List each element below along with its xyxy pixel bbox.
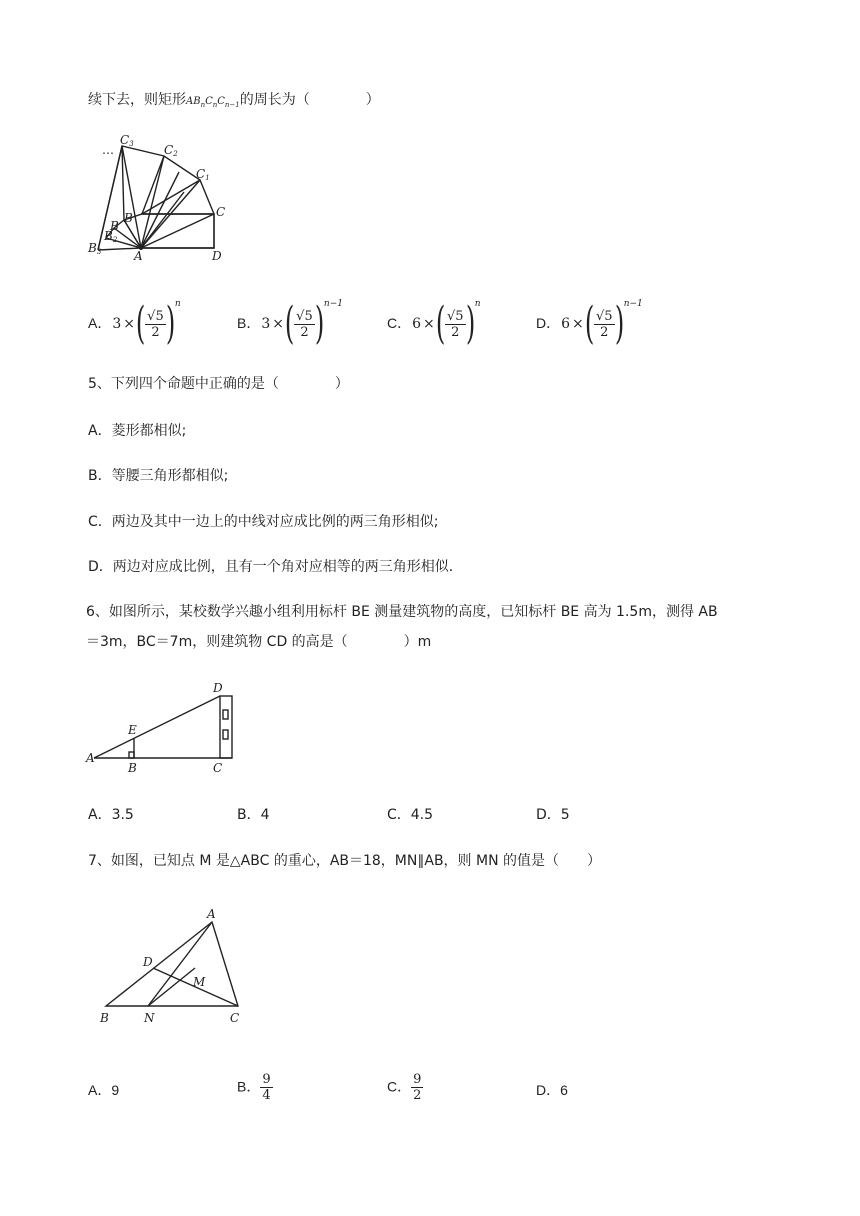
q4-stem-text: 续下去，则矩形 (88, 92, 186, 108)
q4-option-d[interactable]: D．6 ×( $\frac{√5}{2}$ )$^{n-1}$ (536, 298, 643, 349)
q7-option-d[interactable]: D．6 (536, 1082, 568, 1098)
q7-label-c: C (230, 1011, 240, 1025)
q6-label-e: E (128, 723, 137, 737)
q6-label-b: B (128, 761, 137, 775)
q7-option-b[interactable]: B． $\frac{9}{4}$ (237, 1072, 271, 1103)
fig-label-b: B (124, 211, 133, 225)
q6-option-c[interactable]: C．4.5 (387, 807, 434, 823)
fig-label-c3: C3 (120, 133, 134, 148)
q4-figure (84, 132, 244, 266)
fig-label-b2: B2 (104, 229, 118, 244)
q7-label-d: D (143, 955, 153, 969)
q6-stem-line1: 6、如图所示，某校数学兴趣小组利用标杆 BE 测量建筑物的高度，已知标杆 BE 高为 1.5m，测得 AB (86, 604, 718, 620)
fig-label-ellipsis: … (102, 143, 114, 157)
q4-option-a[interactable]: A．3 ×( $\frac{√5}{2}$ )$^n$ (88, 298, 181, 349)
q7-label-b: B (100, 1011, 109, 1025)
q6-stem-line2: ＝3m，BC＝7m，则建筑物 CD 的高是（ ）m (86, 634, 432, 650)
q6-option-b[interactable]: B．4 (237, 807, 270, 823)
q6-option-d[interactable]: D．5 (536, 807, 570, 823)
fig-label-a: A (134, 249, 143, 263)
q5-stem: 5、下列四个命题中正确的是（ ） (88, 376, 349, 392)
fig-label-b3: B3 (88, 241, 102, 256)
q4-option-c[interactable]: C．6 ×( $\frac{√5}{2}$ )$^n$ (387, 298, 481, 349)
q5-option-c[interactable]: C．两边及其中一边上的中线对应成比例的两三角形相似; (88, 514, 439, 530)
q6-option-a[interactable]: A．3.5 (88, 807, 134, 823)
q7-stem: 7、如图，已知点 M 是△ABC 的重心，AB＝18，MN∥AB，则 MN 的值是（ ） (88, 853, 601, 869)
q6-label-a: A (86, 751, 95, 765)
q5-option-d[interactable]: D．两边对应成比例，且有一个角对应相等的两三角形相似． (88, 559, 463, 575)
q5-option-a[interactable]: A．菱形都相似; (88, 423, 187, 439)
q4-stem-continuation (88, 90, 380, 115)
rect-label: $AB_nC_nC_{n-1}$ (186, 96, 240, 109)
q5-option-b[interactable]: B．等腰三角形都相似; (88, 468, 229, 484)
q4-stem-suffix: 的周长为（ ） (239, 92, 380, 108)
q6-figure (84, 678, 244, 778)
q6-label-d: D (213, 681, 223, 695)
fig-label-c: C (216, 205, 226, 219)
q6-label-c: C (213, 761, 223, 775)
q7-label-n: N (144, 1011, 155, 1025)
q7-figure (96, 908, 256, 1032)
q7-option-c[interactable]: C． $\frac{9}{2}$ (387, 1072, 422, 1103)
fig-label-b1: B (110, 219, 119, 233)
q4-option-b[interactable]: B．3 ×( $\frac{√5}{2}$ )$^{n-1}$ (237, 298, 343, 349)
q7-label-m: M (193, 975, 206, 989)
fig-label-d: D (212, 249, 222, 263)
q7-label-a: A (207, 908, 216, 921)
q7-option-a[interactable]: A．9 (88, 1082, 120, 1098)
fig-label-c2: C2 (164, 143, 178, 158)
fig-label-c1: C1 (196, 167, 210, 182)
